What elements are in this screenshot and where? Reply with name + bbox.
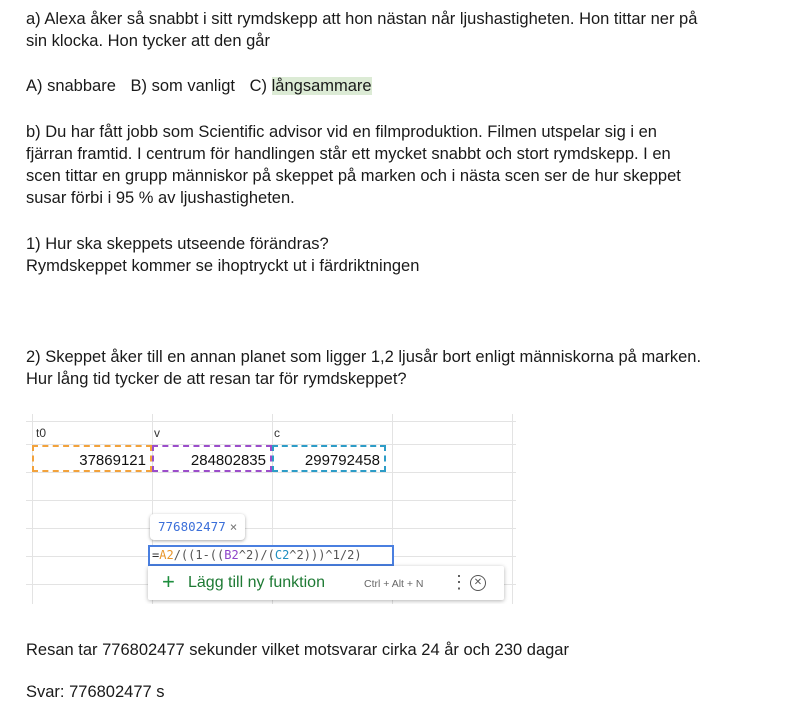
part-a-line-2: sin klocka. Hon tycker att den går [26,32,270,50]
q2-line-1: 2) Skeppet åker till en annan planet som ligger 1,2 ljusår bort enligt människorna på marken. [26,348,702,366]
more-vert-icon[interactable]: ⋮ [450,572,468,592]
formula-part-1: /((1-(( [173,548,225,562]
cell-c-value[interactable]: 299792458 [272,445,386,472]
close-icon[interactable]: × [229,519,238,534]
header-c: c [274,426,280,440]
add-function-button[interactable]: Lägg till ny funktion [188,574,325,591]
formula-a-ref: A2 [159,548,174,562]
q1-question: 1) Hur ska skeppets utseende förändras? [26,235,329,253]
q1-answer: Rymdskeppet kommer se ihoptryckt ut i färdriktningen [26,257,420,275]
part-b-line-1: b) Du har fått jobb som Scientific advisor vid en filmproduktion. Filmen utspelar sig i en [26,123,657,141]
cell-v-value[interactable]: 284802835 [152,445,272,472]
option-a: A) snabbare [26,77,116,95]
part-a-line-1: a) Alexa åker så snabbt i sitt rymdskepp att hon nästan når ljushastigheten. Hon tittar ner på [26,10,698,28]
grid-line [512,414,513,604]
answer-text: Svar: 776802477 s [26,683,165,701]
result-preview-chip [150,514,245,540]
header-t0: t0 [36,426,47,440]
formula-b-ref: B2 [224,548,239,562]
grid-line [32,414,33,604]
plus-icon[interactable]: + [162,569,175,594]
formula-input[interactable] [148,545,394,566]
close-circle-icon[interactable]: ✕ [470,575,486,591]
function-suggestion-bar [148,566,504,600]
result-text: Resan tar 776802477 sekunder vilket motsvarar cirka 24 år och 230 dagar [26,641,569,659]
formula-part-3: ^2)))^1/2) [289,548,362,562]
formula-c-ref: C2 [274,548,290,562]
option-c: C) [249,77,272,95]
keyboard-shortcut: Ctrl + Alt + N [364,578,424,590]
grid-line [26,528,516,529]
header-v: v [154,426,160,440]
part-a-options [26,75,372,97]
highlighted-answer: långsammare [271,77,372,95]
part-b-line-4: susar förbi i 95 % av ljushastigheten. [26,189,295,207]
spreadsheet-screenshot [26,414,516,604]
part-b-line-2: fjärran framtid. I centrum för handlingen står ett mycket snabbt och stort rymdskepp. I en [26,145,671,163]
cell-t0-value[interactable]: 37869121 [32,445,152,472]
option-b: B) som vanligt [130,77,236,95]
grid-line [26,500,516,501]
q2-line-2: Hur lång tid tycker de att resan tar för rymdskeppet? [26,370,407,388]
formula-part-2: ^2)/( [238,548,275,562]
result-preview-value: 776802477 [158,519,226,534]
grid-line [26,421,516,422]
part-b-line-3: scen tittar en grupp människor på skeppet på marken och i nästa scen ser de hur skeppet [26,167,681,185]
formula-eq: = [152,548,160,562]
